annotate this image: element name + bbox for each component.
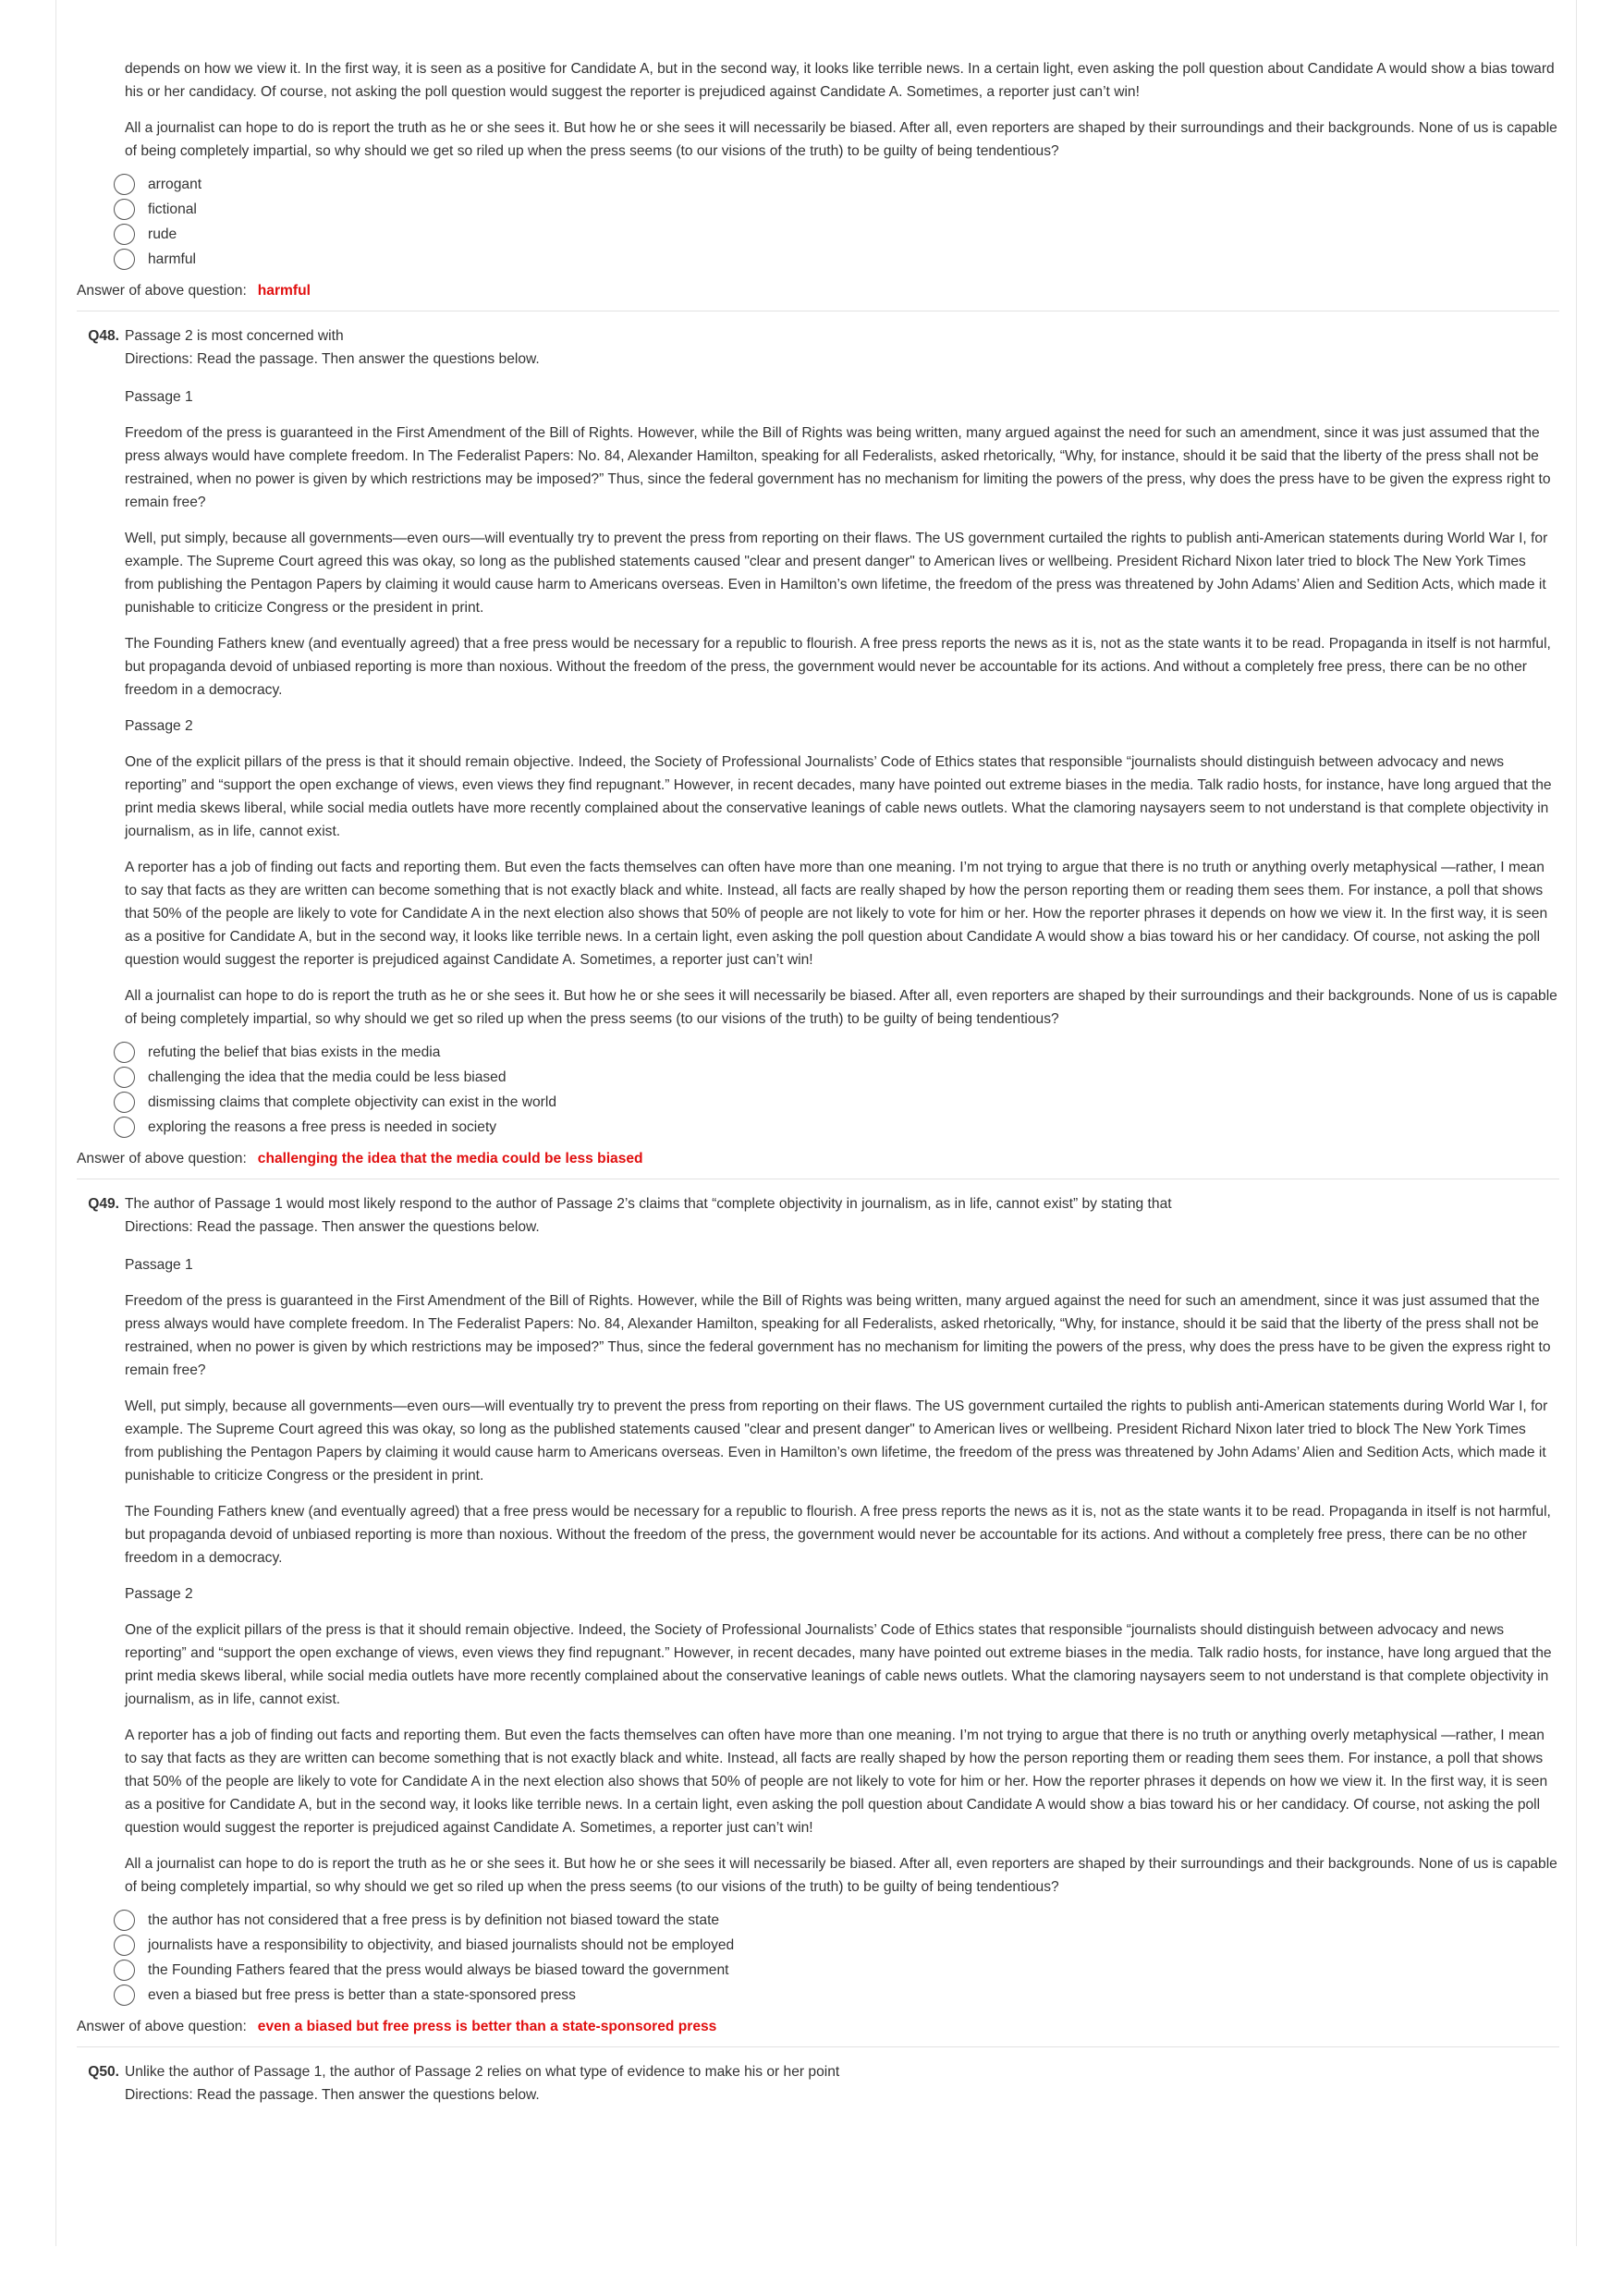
option-label: the Founding Fathers feared that the press would always be biased toward the government bbox=[148, 1961, 729, 1978]
passage-paragraph: One of the explicit pillars of the press is that it should remain objective. Indeed, the Society of Professional Journalists’ Code of Ethics states that responsible “journalists should distinguish between advocacy and news reporting” and “support the open exchange of views, even views they find repugnant.” However, in recent decades, many have pointed out extreme biases in the media. Talk radio hosts, for instance, have long argued that the print media skews liberal, while social media outlets have more recently complained about the conservative leanings of cable news outlets. What the clamoring naysayers seem to not understand is that complete objectivity in journalism, as in life, cannot exist. bbox=[125, 754, 1552, 839]
option-label: arrogant bbox=[148, 176, 202, 192]
answer-options bbox=[114, 1908, 1559, 2008]
directions: Directions: Read the passage. Then answer the questions below. bbox=[125, 351, 540, 367]
passage-label: Passage 1 bbox=[125, 1257, 193, 1273]
option-row[interactable] bbox=[114, 1115, 1559, 1140]
passage-paragraph: Freedom of the press is guaranteed in the First Amendment of the Bill of Rights. However, while the Bill of Rights was being written, many argued against the need for such an amendment, since it was just assumed that the press always would have complete freedom. In The Federalist Papers: No. 84, Alexander Hamilton, speaking for all Federalists, asked rhetorically, “Why, for instance, should it be said that the liberty of the press shall not be restrained, when no power is given by which restrictions may be imposed?” Thus, since the federal government has no mechanism for limiting the powers of the press, why does the press have to be given the express right to remain free? bbox=[125, 1293, 1551, 1378]
passage-paragraph: Well, put simply, because all governments—even ours—will eventually try to prevent the press from reporting on their flaws. The US government curtailed the rights to publish anti-American statements during World War I, for example. The Supreme Court agreed this was okay, so long as the published statements caused "clear and present danger" to American lives or wellbeing. President Richard Nixon later tried to block The New York Times from publishing the Pentagon Papers by claiming it would cause harm to Americans overseas. Even in Hamilton’s own lifetime, the freedom of the press was threatened by John Adams’ Alien and Sedition Acts, which made it punishable to criticize Congress or the president in print. bbox=[125, 1398, 1548, 1484]
radio-button[interactable] bbox=[114, 1985, 135, 2006]
option-row[interactable] bbox=[114, 1983, 1559, 2008]
passage-paragraph: The Founding Fathers knew (and eventually agreed) that a free press would be necessary for a republic to flourish. A free press reports the news as it is, not as the state wants it to be read. Propaganda in itself is not harmful, but propaganda devoid of unbiased reporting is more than noxious. Without the freedom of the press, the government would never be accountable for its actions. And without a completely free press, there can be no other freedom in a democracy. bbox=[125, 636, 1551, 698]
option-row[interactable] bbox=[114, 247, 1559, 272]
option-label: even a biased but free press is better than a state-sponsored press bbox=[148, 1986, 576, 2003]
answer-label: Answer of above question: bbox=[77, 1151, 247, 1166]
answer-line bbox=[77, 283, 1559, 299]
question-number: Q49. bbox=[88, 1196, 119, 1212]
answer-line bbox=[77, 2019, 1559, 2035]
option-row[interactable] bbox=[114, 222, 1559, 247]
question-text: Passage 2 is most concerned with bbox=[125, 328, 344, 344]
option-row[interactable] bbox=[114, 1040, 1559, 1065]
passage-paragraph: All a journalist can hope to do is report the truth as he or she sees it. But how he or she sees it will necessarily be biased. After all, even reporters are shaped by their surroundings and their backgrounds. None of us is capable of being completely impartial, so why should we get so riled up when the press seems (to our visions of the truth) to be guilty of being tendentious? bbox=[125, 1856, 1557, 1895]
answer-label: Answer of above question: bbox=[77, 2019, 247, 2034]
radio-button[interactable] bbox=[114, 174, 135, 195]
passage-paragraph: Well, put simply, because all governments—even ours—will eventually try to prevent the press from reporting on their flaws. The US government curtailed the rights to publish anti-American statements during World War I, for example. The Supreme Court agreed this was okay, so long as the published statements caused "clear and present danger" to American lives or wellbeing. President Richard Nixon later tried to block The New York Times from publishing the Pentagon Papers by claiming it would cause harm to Americans overseas. Even in Hamilton’s own lifetime, the freedom of the press was threatened by John Adams’ Alien and Sedition Acts, which made it punishable to criticize Congress or the president in print. bbox=[125, 531, 1548, 616]
option-label: rude bbox=[148, 226, 177, 242]
question-number: Q50. bbox=[88, 2064, 119, 2080]
option-row[interactable] bbox=[114, 172, 1559, 197]
passage-paragraph: One of the explicit pillars of the press is that it should remain objective. Indeed, the Society of Professional Journalists’ Code of Ethics states that responsible “journalists should distinguish between advocacy and news reporting” and “support the open exchange of views, even views they find repugnant.” However, in recent decades, many have pointed out extreme biases in the media. Talk radio hosts, for instance, have long argued that the print media skews liberal, while social media outlets have more recently complained about the conservative leanings of cable news outlets. What the clamoring naysayers seem to not understand is that complete objectivity in journalism, as in life, cannot exist. bbox=[125, 1622, 1552, 1707]
passage-paragraph: depends on how we view it. In the first way, it is seen as a positive for Candidate A, but in the second way, it looks like terrible news. In a certain light, even asking the poll question about Candidate A would show a bias toward his or her candidacy. Of course, not asking the poll question would suggest the reporter is prejudiced against Candidate A. Sometimes, a reporter just can’t win! bbox=[125, 61, 1555, 100]
passage-paragraph: All a journalist can hope to do is report the truth as he or she sees it. But how he or she sees it will necessarily be biased. After all, even reporters are shaped by their surroundings and their backgrounds. None of us is capable of being completely impartial, so why should we get so riled up when the press seems (to our visions of the truth) to be guilty of being tendentious? bbox=[125, 120, 1557, 159]
radio-button[interactable] bbox=[114, 1092, 135, 1113]
answer-line bbox=[77, 1151, 1559, 1167]
radio-button[interactable] bbox=[114, 199, 135, 220]
question-48 bbox=[77, 324, 1559, 1167]
passage-label: Passage 1 bbox=[125, 389, 193, 405]
question-header bbox=[77, 2060, 1559, 2083]
option-label: journalists have a responsibility to objectivity, and biased journalists should not be employed bbox=[148, 1936, 735, 1953]
option-label: fictional bbox=[148, 201, 197, 217]
radio-button[interactable] bbox=[114, 1042, 135, 1063]
option-row[interactable] bbox=[114, 197, 1559, 222]
option-row[interactable] bbox=[114, 1090, 1559, 1115]
answer-value: challenging the idea that the media could be less biased bbox=[257, 1151, 643, 1166]
question-text: The author of Passage 1 would most likely respond to the author of Passage 2’s claims that “complete objectivity in journalism, as in life, cannot exist” by stating that bbox=[125, 1196, 1172, 1212]
radio-button[interactable] bbox=[114, 1067, 135, 1088]
option-label: harmful bbox=[148, 250, 196, 267]
option-label: the author has not considered that a free press is by definition not biased toward the state bbox=[148, 1911, 720, 1928]
document-content bbox=[77, 57, 1559, 2121]
passage-label: Passage 2 bbox=[125, 718, 193, 734]
question-47-tail bbox=[77, 57, 1559, 299]
answer-label: Answer of above question: bbox=[77, 283, 247, 299]
answer-value: harmful bbox=[257, 283, 311, 299]
directions: Directions: Read the passage. Then answer the questions below. bbox=[125, 1219, 540, 1235]
question-49 bbox=[77, 1192, 1559, 2035]
passage-paragraph: A reporter has a job of finding out facts and reporting them. But even the facts themselves can often have more than one meaning. I’m not trying to argue that there is no truth or anything overly metaphysical —rather, I mean to say that facts as they are written can become something that is not exactly black and white. Instead, all facts are really shaped by how the person reporting them or reading them sees them. For instance, a poll that shows that 50% of the people are likely to vote for Candidate A in the next election also shows that 50% of people are not likely to vote for him or her. How the reporter phrases it depends on how we view it. In the first way, it is seen as a positive for Candidate A, but in the second way, it looks like terrible news. In a certain light, even asking the poll question about Candidate A would show a bias toward his or her candidacy. Of course, not asking the poll question would suggest the reporter is prejudiced against Candidate A. Sometimes, a reporter just can’t win! bbox=[125, 1728, 1548, 1836]
question-number: Q48. bbox=[88, 328, 119, 344]
passage-paragraph: The Founding Fathers knew (and eventually agreed) that a free press would be necessary for a republic to flourish. A free press reports the news as it is, not as the state wants it to be read. Propaganda in itself is not harmful, but propaganda devoid of unbiased reporting is more than noxious. Without the freedom of the press, the government would never be accountable for its actions. And without a completely free press, there can be no other freedom in a democracy. bbox=[125, 1504, 1551, 1566]
radio-button[interactable] bbox=[114, 1910, 135, 1931]
radio-button[interactable] bbox=[114, 1935, 135, 1956]
radio-button[interactable] bbox=[114, 249, 135, 270]
radio-button[interactable] bbox=[114, 1960, 135, 1981]
option-label: challenging the idea that the media could be less biased bbox=[148, 1069, 507, 1085]
option-row[interactable] bbox=[114, 1933, 1559, 1958]
passage-label: Passage 2 bbox=[125, 1586, 193, 1602]
radio-button[interactable] bbox=[114, 1117, 135, 1138]
document-sheet bbox=[55, 0, 1577, 2246]
option-row[interactable] bbox=[114, 1065, 1559, 1090]
directions: Directions: Read the passage. Then answer the questions below. bbox=[125, 2087, 540, 2103]
passage-paragraph: All a journalist can hope to do is report the truth as he or she sees it. But how he or she sees it will necessarily be biased. After all, even reporters are shaped by their surroundings and their backgrounds. None of us is capable of being completely impartial, so why should we get so riled up when the press seems (to our visions of the truth) to be guilty of being tendentious? bbox=[125, 988, 1557, 1027]
answer-value: even a biased but free press is better than a state-sponsored press bbox=[257, 2019, 717, 2034]
answer-options bbox=[114, 172, 1559, 272]
question-header bbox=[77, 324, 1559, 348]
question-50 bbox=[77, 2060, 1559, 2107]
option-label: refuting the belief that bias exists in the media bbox=[148, 1044, 441, 1060]
answer-options bbox=[114, 1040, 1559, 1140]
divider bbox=[77, 2046, 1559, 2047]
question-header bbox=[77, 1192, 1559, 1215]
passage-paragraph: A reporter has a job of finding out facts and reporting them. But even the facts themselves can often have more than one meaning. I’m not trying to argue that there is no truth or anything overly metaphysical —rather, I mean to say that facts as they are written can become something that is not exactly black and white. Instead, all facts are really shaped by how the person reporting them or reading them sees them. For instance, a poll that shows that 50% of the people are likely to vote for Candidate A in the next election also shows that 50% of people are not likely to vote for him or her. How the reporter phrases it depends on how we view it. In the first way, it is seen as a positive for Candidate A, but in the second way, it looks like terrible news. In a certain light, even asking the poll question about Candidate A would show a bias toward his or her candidacy. Of course, not asking the poll question would suggest the reporter is prejudiced against Candidate A. Sometimes, a reporter just can’t win! bbox=[125, 860, 1548, 968]
radio-button[interactable] bbox=[114, 224, 135, 245]
option-label: exploring the reasons a free press is needed in society bbox=[148, 1118, 497, 1135]
option-label: dismissing claims that complete objectivity can exist in the world bbox=[148, 1093, 557, 1110]
option-row[interactable] bbox=[114, 1958, 1559, 1983]
passage-paragraph: Freedom of the press is guaranteed in the First Amendment of the Bill of Rights. However, while the Bill of Rights was being written, many argued against the need for such an amendment, since it was just assumed that the press always would have complete freedom. In The Federalist Papers: No. 84, Alexander Hamilton, speaking for all Federalists, asked rhetorically, “Why, for instance, should it be said that the liberty of the press shall not be restrained, when no power is given by which restrictions may be imposed?” Thus, since the federal government has no mechanism for limiting the powers of the press, why does the press have to be given the express right to remain free? bbox=[125, 425, 1551, 510]
question-text: Unlike the author of Passage 1, the author of Passage 2 relies on what type of evidence to make his or her point bbox=[125, 2064, 840, 2080]
option-row[interactable] bbox=[114, 1908, 1559, 1933]
